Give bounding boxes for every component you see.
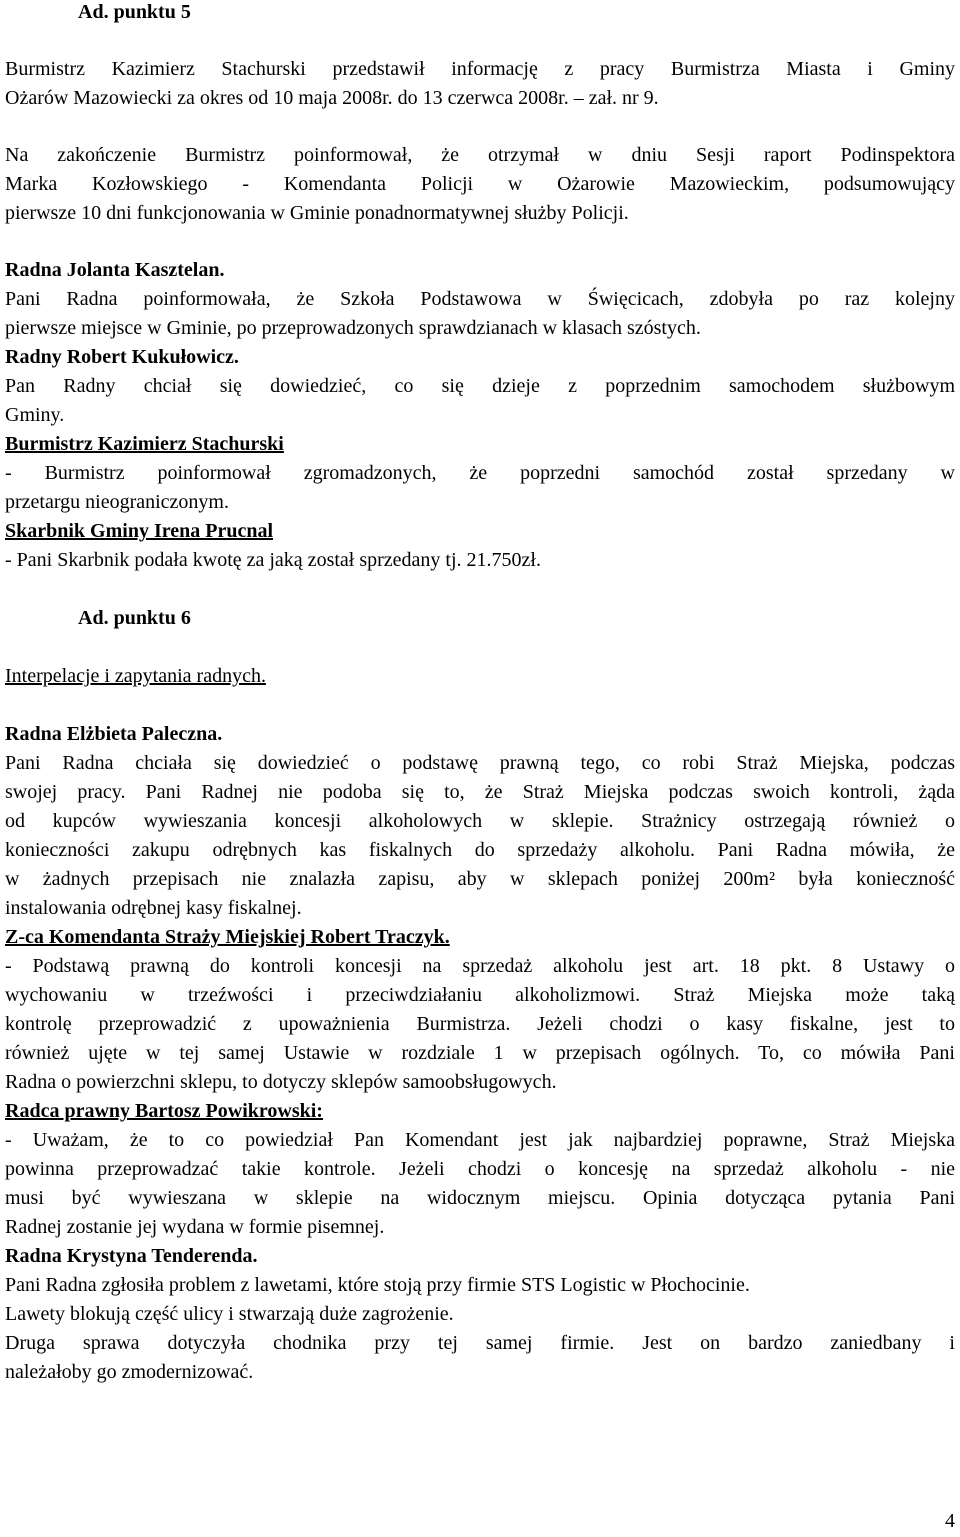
paragraph-line: Burmistrz Kazimierz Stachurski przedstawił informację z pracy Burmistrza Miasta i Gminy — [5, 58, 955, 80]
paragraph-line: - Burmistrz poinformował zgromadzonych, że poprzedni samochód został sprzedany w — [5, 462, 955, 484]
section-heading-6: Ad. punktu 6 — [78, 607, 191, 629]
subsection-title: Interpelacje i zapytania radnych. — [5, 665, 266, 687]
paragraph-line: konieczności zakupu odrębnych kas fiskalnych do sprzedaży alkoholu. Pani Radna mówiła, że — [5, 839, 955, 861]
paragraph-line: Radnej zostanie jej wydana w formie pisemnej. — [5, 1216, 385, 1238]
paragraph-line: - Pani Skarbnik podała kwotę za jaką został sprzedany tj. 21.750zł. — [5, 549, 541, 571]
speaker-name: Burmistrz Kazimierz Stachurski — [5, 433, 284, 455]
paragraph-line: Radna o powierzchni sklepu, to dotyczy sklepów samoobsługowych. — [5, 1071, 557, 1093]
paragraph-line: - Uważam, że to co powiedział Pan Komendant jest jak najbardziej poprawne, Straż Miejska — [5, 1129, 955, 1151]
paragraph-line: powinna przeprowadzać takie kontrole. Jeżeli chodzi o koncesję na sprzedaż alkoholu - nie — [5, 1158, 955, 1180]
paragraph-line: Lawety blokują część ulicy i stwarzają duże zagrożenie. — [5, 1303, 454, 1325]
paragraph-line: swojej pracy. Pani Radnej nie podoba się to, że Straż Miejska podczas swoich kontroli, żąda — [5, 781, 955, 803]
paragraph-line: w żadnych przepisach nie znalazła zapisu, aby w sklepach poniżej 200m² była konieczność — [5, 868, 955, 890]
paragraph-line: należałoby go zmodernizować. — [5, 1361, 254, 1383]
paragraph-line: Pan Radny chciał się dowiedzieć, co się dzieje z poprzednim samochodem służbowym — [5, 375, 955, 397]
speaker-name: Radny Robert Kukułowicz. — [5, 346, 239, 368]
paragraph-line: od kupców wywieszania koncesji alkoholowych w sklepie. Strażnicy ostrzegają również o — [5, 810, 955, 832]
paragraph-line: pierwsze miejsce w Gminie, po przeprowadzonych sprawdzianach w klasach szóstych. — [5, 317, 701, 339]
paragraph-line: Gminy. — [5, 404, 65, 426]
paragraph-line: Pani Radna poinformowała, że Szkoła Podstawowa w Święcicach, zdobyła po raz kolejny — [5, 288, 955, 310]
paragraph-line: również ujęte w tej samej Ustawie w rozdziale 1 w przepisach ogólnych. To, co mówiła Pani — [5, 1042, 955, 1064]
speaker-name: Radna Jolanta Kasztelan. — [5, 259, 225, 281]
page-number: 4 — [945, 1510, 955, 1532]
paragraph-line: Druga sprawa dotyczyła chodnika przy tej samej firmie. Jest on bardzo zaniedbany i — [5, 1332, 955, 1354]
speaker-name: Skarbnik Gminy Irena Prucnal — [5, 520, 274, 542]
paragraph-line: - Podstawą prawną do kontroli koncesji na sprzedaż alkoholu jest art. 18 pkt. 8 Ustawy o — [5, 955, 955, 977]
speaker-name: Radca prawny Bartosz Powikrowski: — [5, 1100, 323, 1122]
paragraph-line: musi być wywieszana w sklepie na widocznym miejscu. Opinia dotycząca pytania Pani — [5, 1187, 955, 1209]
paragraph-line: przetargu nieograniczonym. — [5, 491, 229, 513]
section-heading-5: Ad. punktu 5 — [78, 1, 191, 23]
speaker-name: Radna Elżbieta Paleczna. — [5, 723, 223, 745]
speaker-name: Z-ca Komendanta Straży Miejskiej Robert Traczyk. — [5, 926, 450, 948]
paragraph-line: wychowaniu w trzeźwości i przeciwdziałaniu alkoholizmowi. Straż Miejska może taką — [5, 984, 955, 1006]
paragraph-line: instalowania odrębnej kasy fiskalnej. — [5, 897, 302, 919]
paragraph-line: Ożarów Mazowiecki za okres od 10 maja 2008r. do 13 czerwca 2008r. – zał. nr 9. — [5, 87, 659, 109]
speaker-name: Radna Krystyna Tenderenda. — [5, 1245, 258, 1267]
paragraph-line: kontrolę przeprowadzić z upoważnienia Burmistrza. Jeżeli chodzi o kasy fiskalne, jest to — [5, 1013, 955, 1035]
paragraph-line: Na zakończenie Burmistrz poinformował, że otrzymał w dniu Sesji raport Podinspektora — [5, 144, 955, 166]
paragraph-line: pierwsze 10 dni funkcjonowania w Gminie ponadnormatywnej służby Policji. — [5, 202, 629, 224]
paragraph-line: Marka Kozłowskiego - Komendanta Policji w Ożarowie Mazowieckim, podsumowujący — [5, 173, 955, 195]
paragraph-line: Pani Radna chciała się dowiedzieć o podstawę prawną tego, co robi Straż Miejska, podczas — [5, 752, 955, 774]
paragraph-line: Pani Radna zgłosiła problem z lawetami, które stoją przy firmie STS Logistic w Płochocinie. — [5, 1274, 750, 1296]
